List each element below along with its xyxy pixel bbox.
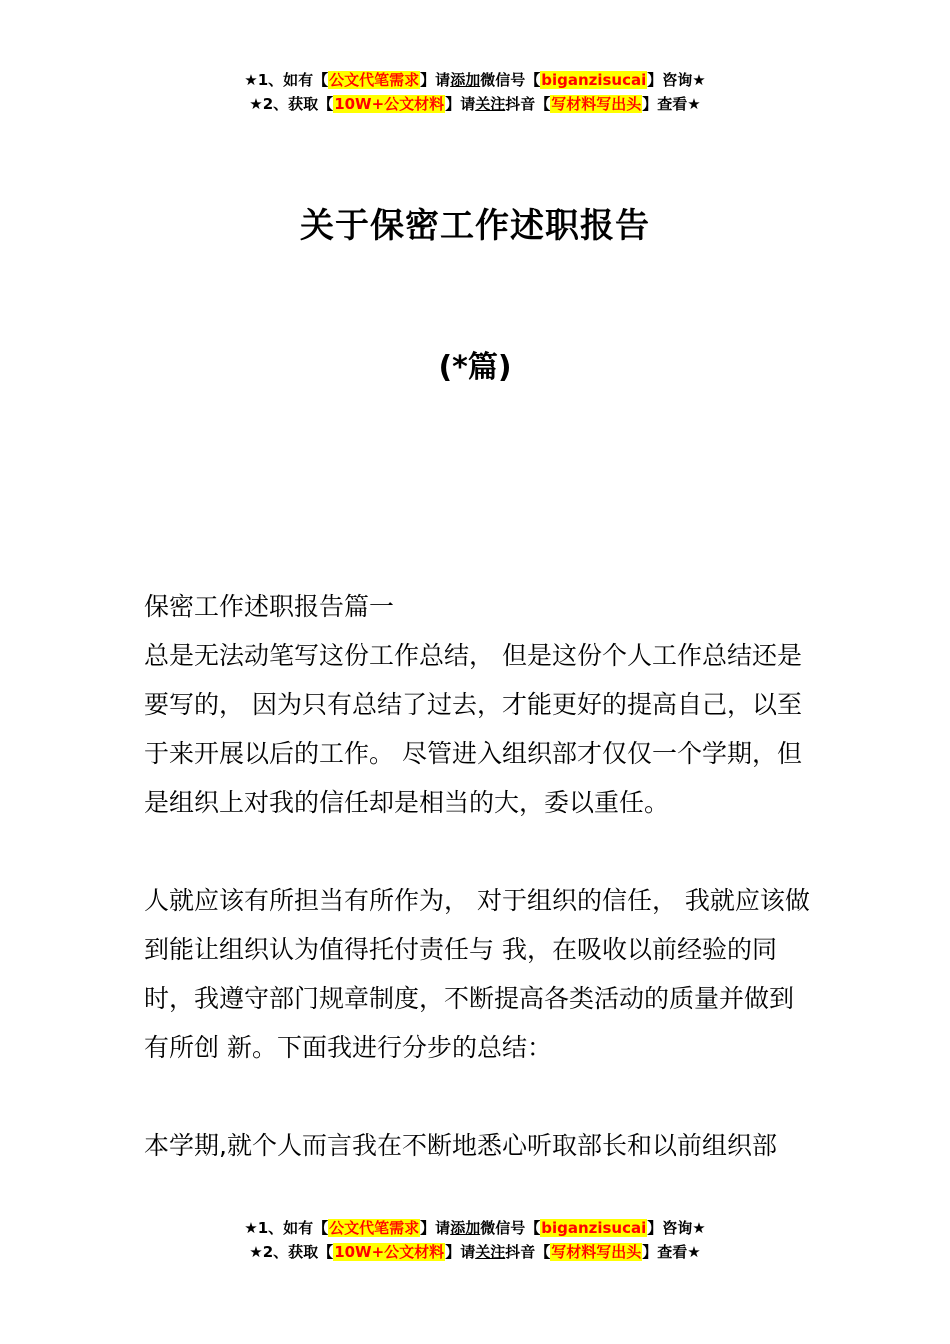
document-subtitle: (*篇) xyxy=(438,350,512,385)
banner-underline: 关注 xyxy=(475,95,506,113)
banner-text: 】请 xyxy=(445,95,476,113)
footer-banner xyxy=(0,1216,950,1264)
banner-text: 】请 xyxy=(445,1243,476,1261)
banner-line-2 xyxy=(0,1240,950,1264)
document-title: 关于保密工作述职报告 xyxy=(300,206,650,246)
banner-text: ★2、获取【 xyxy=(249,1243,334,1261)
banner-text: ★1、如有【 xyxy=(244,1219,329,1237)
banner-highlight: biganzisucai xyxy=(541,71,647,89)
banner-highlight: 10W+公文材料 xyxy=(334,95,445,113)
banner-highlight: 写材料写出头 xyxy=(551,1243,642,1261)
banner-line-1 xyxy=(0,68,950,92)
banner-text: 】请 xyxy=(420,1219,451,1237)
banner-text: 抖音【 xyxy=(505,95,551,113)
banner-text: 微信号【 xyxy=(480,71,541,89)
banner-highlight: 公文代笔需求 xyxy=(329,1219,420,1237)
banner-underline: 添加 xyxy=(450,71,481,89)
banner-text: 】咨询★ xyxy=(647,1219,706,1237)
header-banner xyxy=(0,68,950,116)
banner-highlight: 写材料写出头 xyxy=(551,95,642,113)
banner-line-1 xyxy=(0,1216,950,1240)
paragraph: 本学期,就个人而言我在不断地悉心听取部长和以前组织部 xyxy=(144,1131,777,1160)
banner-text: 】请 xyxy=(420,71,451,89)
document-body xyxy=(144,582,810,1170)
paragraph: 人就应该有所担当有所作为， 对于组织的信任， 我就应该做到能让组织认为值得托付责任与 我，在吸收以前经验的同时，我遵守部门规章制度，不断提高各类活动的质量并做到有所创 新。下面我进行分步的总结： xyxy=(144,886,810,1062)
banner-highlight: biganzisucai xyxy=(541,1219,647,1237)
section-heading: 保密工作述职报告篇一 xyxy=(144,592,395,621)
banner-underline: 添加 xyxy=(450,1219,481,1237)
banner-text: ★1、如有【 xyxy=(244,71,329,89)
banner-text: 】咨询★ xyxy=(647,71,706,89)
paragraph: 总是无法动笔写这份工作总结， 但是这份个人工作总结还是要写的， 因为只有总结了过去，才能更好的提高自己，以至于来开展以后的工作。 尽管进入组织部才仅仅一个学期，但是组织上对我的信任却是相当的大，委以重任。 xyxy=(144,641,802,817)
banner-text: 】查看★ xyxy=(642,95,701,113)
banner-highlight: 公文代笔需求 xyxy=(329,71,420,89)
banner-highlight: 10W+公文材料 xyxy=(334,1243,445,1261)
banner-line-2 xyxy=(0,92,950,116)
banner-underline: 关注 xyxy=(475,1243,506,1261)
banner-text: ★2、获取【 xyxy=(249,95,334,113)
banner-text: 微信号【 xyxy=(480,1219,541,1237)
banner-text: 抖音【 xyxy=(505,1243,551,1261)
banner-text: 】查看★ xyxy=(642,1243,701,1261)
